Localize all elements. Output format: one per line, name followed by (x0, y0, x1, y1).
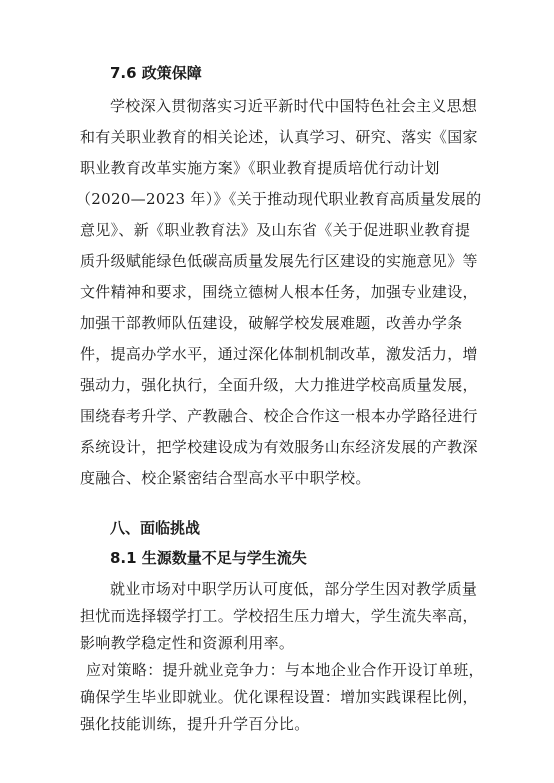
paragraph-line: 意见》、新《职业教育法》及山东省《关于促进职业教育提 (80, 221, 471, 239)
paragraph-line: 件，提高办学水平，通过深化体制机制改革，激发活力，增 (80, 345, 478, 363)
paragraph-line: 影响教学稳定性和资源利用率。 (80, 634, 295, 652)
paragraph-line: 围绕春考升学、产教融合、校企合作这一根本办学路径进行 (80, 407, 478, 425)
paragraph-line: 系统设计，把学校建设成为有效服务山东经济发展的产教深 (80, 438, 478, 456)
paragraph-line: 加强干部教师队伍建设，破解学校发展难题，改善办学条 (80, 314, 463, 332)
paragraph-line: 应对策略：提升就业竞争力：与本地企业合作开设订单班， (86, 661, 484, 679)
paragraph-line: 质升级赋能绿色低碳高质量发展先行区建设的实施意见》等 (80, 252, 478, 270)
paragraph-line: 和有关职业教育的相关论述，认真学习、研究、落实《国家 (80, 128, 478, 146)
section-heading-7-6: 7.6 政策保障 (110, 64, 202, 82)
paragraph-line: （2020—2023 年）》《关于推动现代职业教育高质量发展的 (76, 190, 482, 208)
paragraph-line: 担忧而选择辍学打工。学校招生压力增大，学生流失率高， (80, 607, 478, 625)
paragraph-line: 学校深入贯彻落实习近平新时代中国特色社会主义思想 (110, 97, 478, 115)
paragraph-line: 强动力，强化执行，全面升级，大力推进学校高质量发展， (80, 376, 478, 394)
section-heading-8-1: 8.1 生源数量不足与学生流失 (110, 549, 307, 567)
paragraph-line: 职业教育改革实施方案》《职业教育提质培优行动计划 (80, 159, 440, 177)
paragraph-line: 度融合、校企紧密结合型高水平中职学校。 (80, 469, 371, 487)
paragraph-line: 文件精神和要求，围绕立德树人根本任务，加强专业建设， (80, 283, 478, 301)
paragraph-line: 就业市场对中职学历认可度低，部分学生因对教学质量 (110, 580, 478, 598)
paragraph-line: 确保学生毕业即就业。优化课程设置：增加实践课程比例， (80, 688, 478, 706)
section-heading-8: 八、面临挑战 (110, 519, 201, 537)
paragraph-line: 强化技能训练，提升升学百分比。 (80, 715, 310, 733)
